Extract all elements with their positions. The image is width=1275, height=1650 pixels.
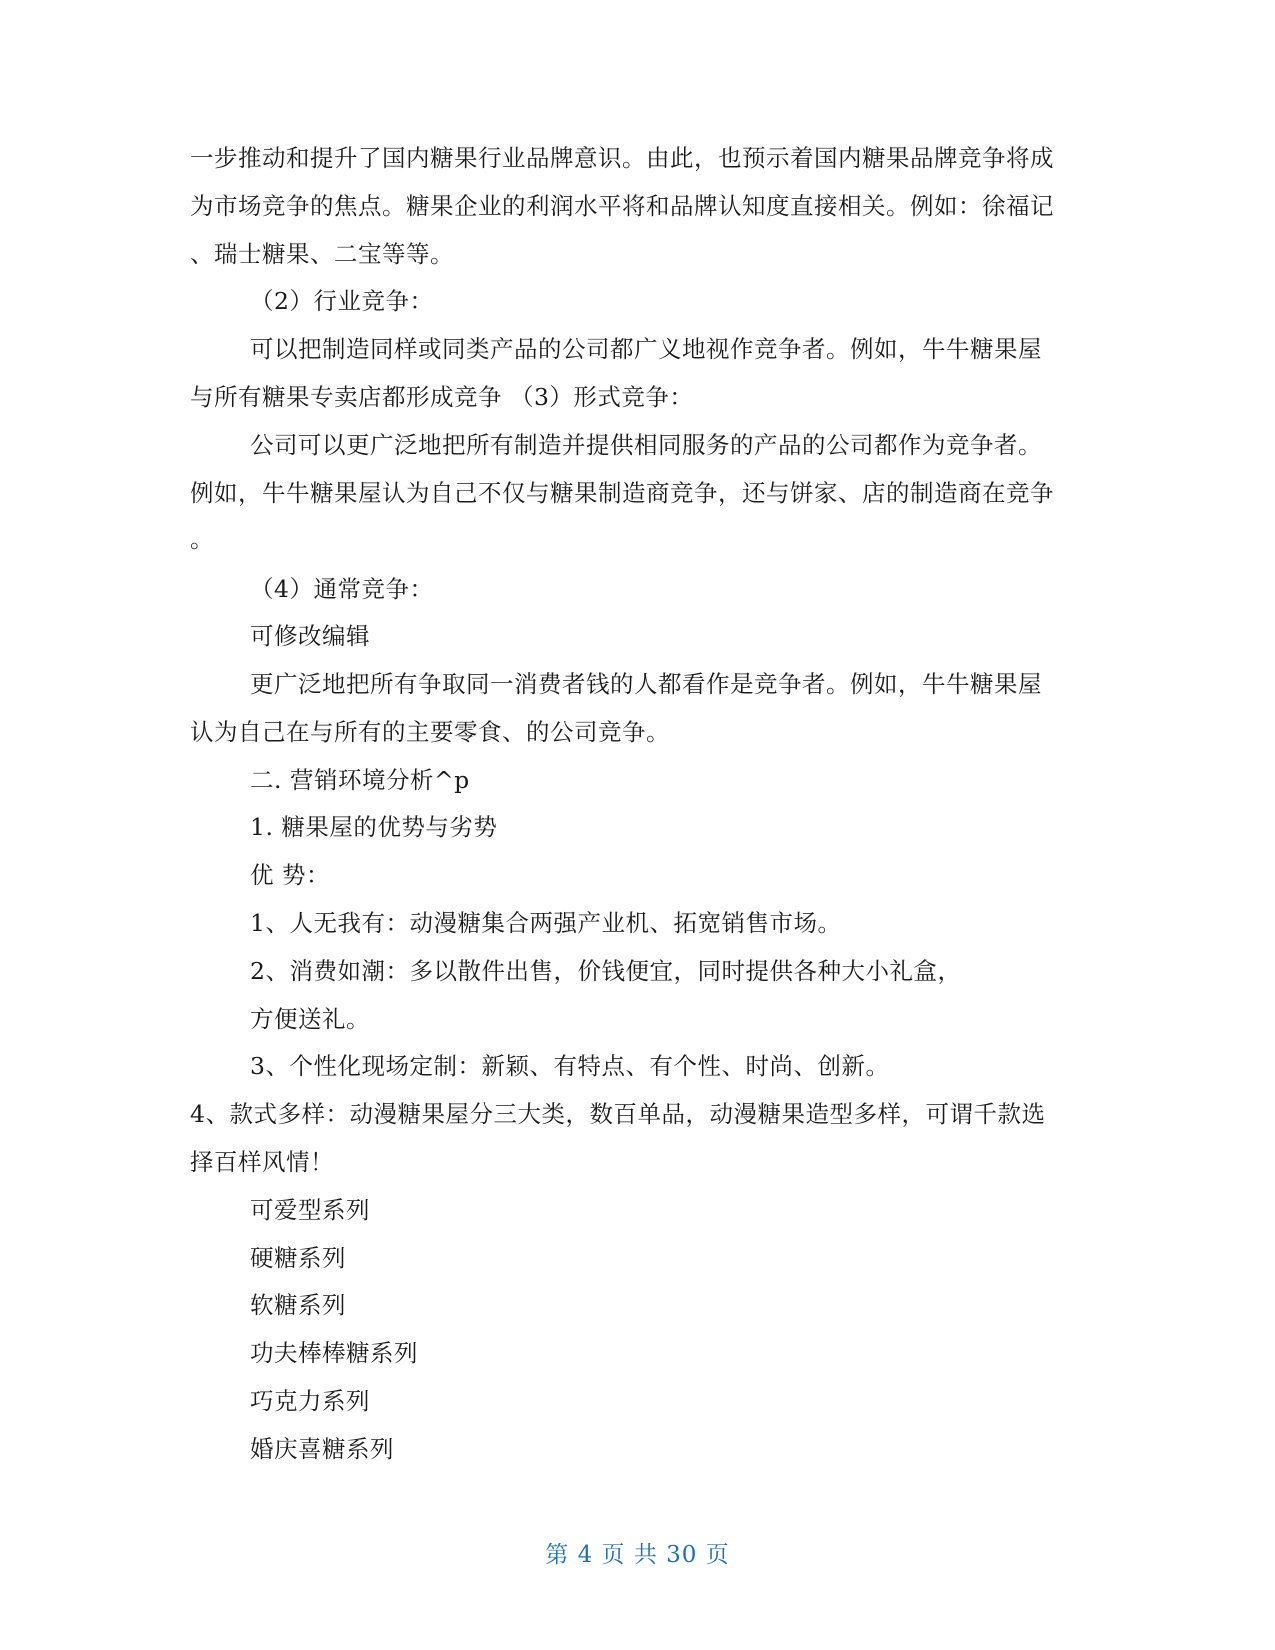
series-item: 可爱型系列	[250, 1196, 370, 1224]
text-line: 为市场竞争的焦点。糖果企业的利润水平将和品牌认知度直接相关。例如：徐福记	[190, 192, 1054, 220]
list-item: 2、消费如潮：多以散件出售，价钱便宜，同时提供各种大小礼盒，	[250, 957, 962, 985]
text-line: 。	[190, 525, 214, 553]
subheading: （4）通常竞争：	[250, 575, 434, 603]
subheading: 1. 糖果屋的优势与劣势	[250, 813, 498, 841]
text-line: 一步推动和提升了国内糖果行业品牌意识。由此，也预示着国内糖果品牌竞争将成	[190, 144, 1054, 172]
text-line: 例如，牛牛糖果屋认为自己不仅与糖果制造商竞争，还与饼家、店的制造商在竞争	[190, 479, 1054, 507]
subheading: 优 势：	[250, 861, 330, 889]
page-number: 第 4 页 共 30 页	[545, 1542, 730, 1568]
section-heading: 二. 营销环境分析^p	[250, 766, 470, 794]
text-line: 认为自己在与所有的主要零食、的公司竞争。	[190, 718, 670, 746]
text-line: 可修改编辑	[250, 622, 370, 650]
series-item: 婚庆喜糖系列	[250, 1435, 394, 1463]
list-item: 4、款式多样：动漫糖果屋分三大类，数百单品，动漫糖果造型多样，可谓千款选	[190, 1100, 1046, 1128]
list-item: 3、个性化现场定制：新颖、有特点、有个性、时尚、创新。	[250, 1052, 890, 1080]
series-item: 软糖系列	[250, 1291, 346, 1319]
text-line: 方便送礼。	[250, 1005, 370, 1033]
list-item: 1、人无我有：动漫糖集合两强产业机、拓宽销售市场。	[250, 909, 842, 937]
text-line: 可以把制造同样或同类产品的公司都广义地视作竞争者。例如，牛牛糖果屋	[250, 335, 1042, 363]
text-line: 更广泛地把所有争取同一消费者钱的人都看作是竞争者。例如，牛牛糖果屋	[250, 670, 1042, 698]
text-line: 公司可以更广泛地把所有制造并提供相同服务的产品的公司都作为竞争者。	[250, 431, 1042, 459]
series-item: 功夫棒棒糖系列	[250, 1339, 418, 1367]
subheading: （2）行业竞争：	[250, 287, 434, 315]
text-line: 择百样风情！	[190, 1148, 334, 1176]
text-line: 与所有糖果专卖店都形成竞争 （3）形式竞争：	[190, 383, 694, 411]
series-item: 巧克力系列	[250, 1387, 370, 1415]
series-item: 硬糖系列	[250, 1244, 346, 1272]
text-line: 、瑞士糖果、二宝等等。	[190, 240, 454, 268]
